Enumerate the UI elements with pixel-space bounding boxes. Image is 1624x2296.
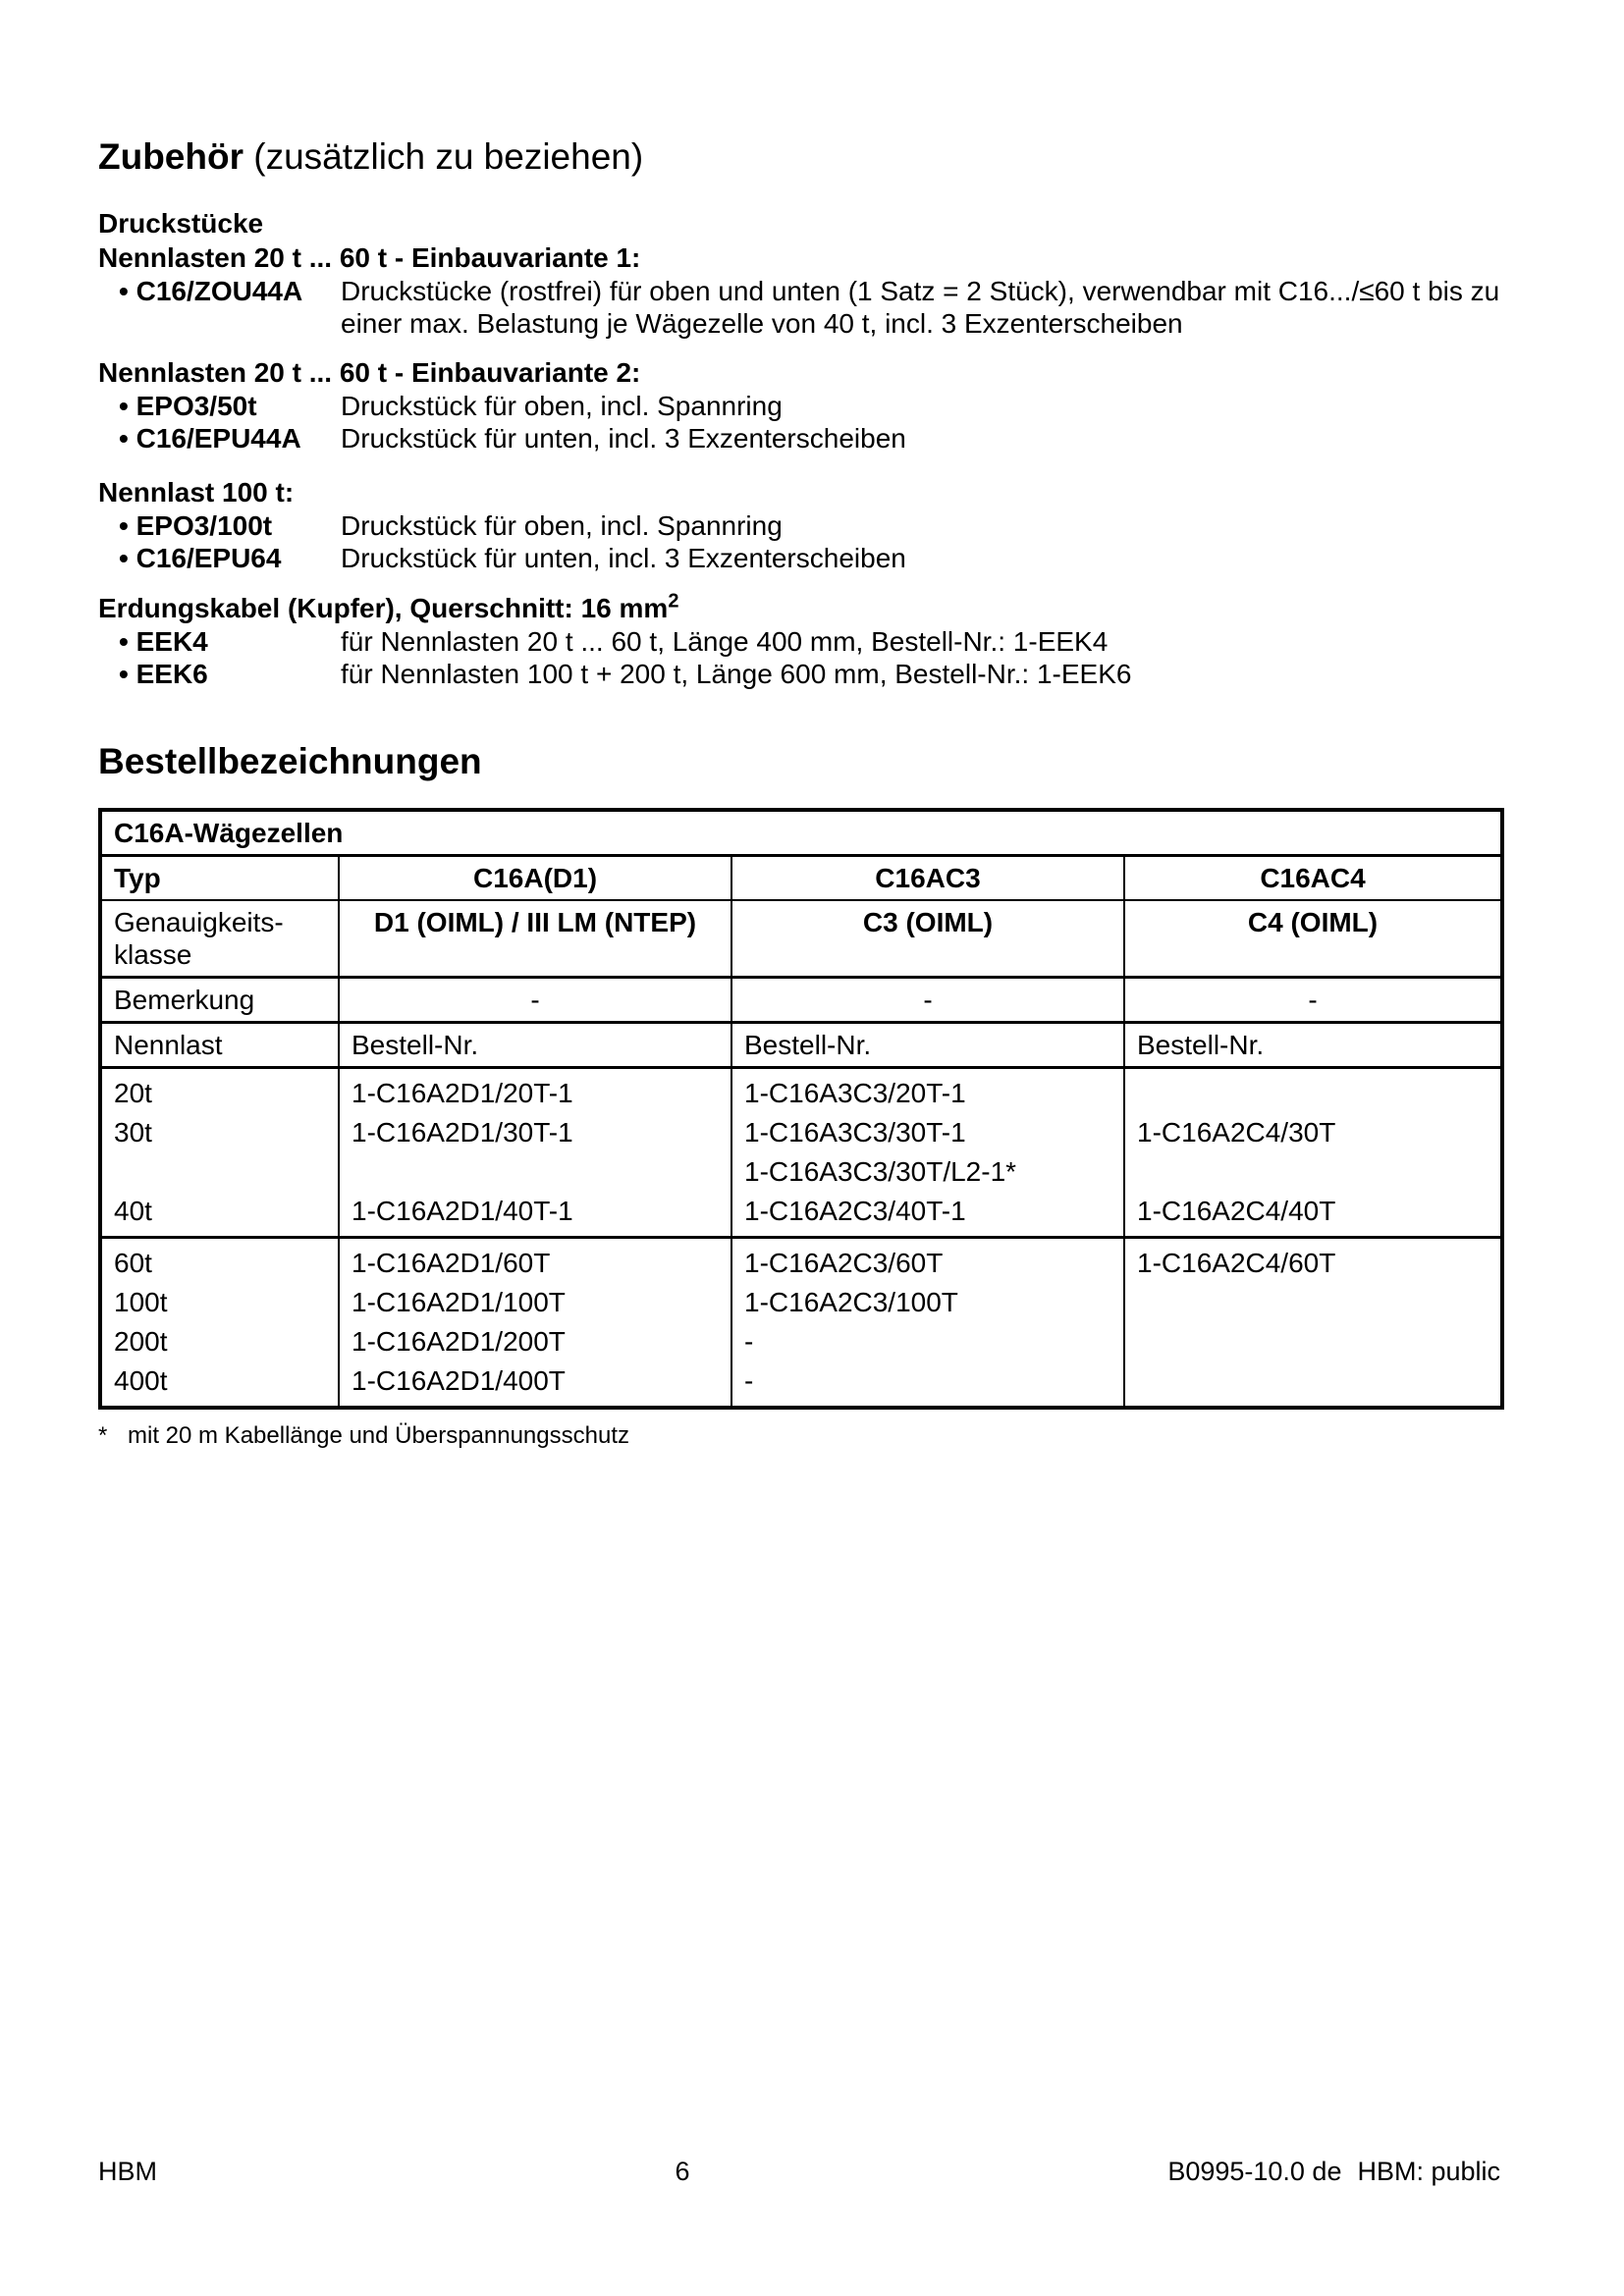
order-number xyxy=(1137,1152,1489,1192)
item-description: Druckstück für unten, incl. 3 Exzenterscheiben xyxy=(341,423,906,454)
list-item xyxy=(98,625,1500,658)
order-number: - xyxy=(744,1365,754,1396)
order-number: 1-C16A2C3/60T xyxy=(744,1248,944,1278)
accessory-group-erdungskabel xyxy=(98,591,1500,690)
page-number: 6 xyxy=(675,2157,690,2186)
page-title-bold: Zubehör xyxy=(98,136,244,177)
remark-cell: - xyxy=(731,978,1124,1023)
group-heading: Nennlast 100 t: xyxy=(98,477,295,507)
order-number: 1-C16A2D1/40T-1 xyxy=(352,1196,573,1226)
remark-cell: - xyxy=(1124,978,1502,1023)
accessory-group-variant2 xyxy=(98,355,1500,454)
order-number: 1-C16A3C3/30T/L2-1* xyxy=(744,1156,1017,1187)
order-number: 1-C16A2C3/100T xyxy=(744,1287,958,1317)
group-heading-text: Erdungskabel (Kupfer), Querschnitt: 16 mm xyxy=(98,593,669,623)
order-number: 1-C16A2D1/400T xyxy=(352,1365,566,1396)
item-description: für Nennlasten 20 t ... 60 t, Länge 400 mm, Bestell-Nr.: 1-EEK4 xyxy=(341,626,1109,657)
accuracy-class-c3: C3 (OIML) xyxy=(731,900,1124,978)
item-description-line: Druckstücke (rostfrei) für oben und unten (1 Satz = 2 Stück), verwendbar mit C16.../≤60 t bis zu xyxy=(341,276,1500,306)
page-footer xyxy=(98,2156,1500,2187)
column-header-c16ac4: C16AC4 xyxy=(1124,856,1502,901)
group-heading: Nennlasten 20 t ... 60 t - Einbauvariante 2: xyxy=(98,357,641,388)
order-numbers-c16ad1 xyxy=(339,1068,731,1238)
nennlast-cells xyxy=(100,1068,339,1238)
nennlast-value: 200t xyxy=(114,1326,168,1357)
order-number: 1-C16A3C3/30T-1 xyxy=(744,1117,966,1148)
group-heading: Nennlasten 20 t ... 60 t - Einbauvariante 1: xyxy=(98,242,641,273)
order-number-header: Bestell-Nr. xyxy=(731,1023,1124,1068)
nennlast-value xyxy=(114,1152,326,1192)
footer-doc-info xyxy=(877,2156,1500,2187)
accessory-group-100t xyxy=(98,475,1500,574)
group-heading xyxy=(98,591,1500,625)
item-label: • C16/EPU64 xyxy=(98,542,341,574)
order-number xyxy=(352,1152,719,1192)
list-item xyxy=(98,658,1500,690)
column-header-c16ad1: C16A(D1) xyxy=(339,856,731,901)
accessory-group-variant1 xyxy=(98,240,1500,340)
label-line: Genauigkeits- xyxy=(114,907,284,937)
list-item xyxy=(98,422,1500,454)
list-item xyxy=(98,509,1500,542)
document-id: B0995-10.0 de xyxy=(1167,2157,1342,2186)
order-number: - xyxy=(744,1326,754,1357)
order-table xyxy=(98,808,1504,1410)
order-number: 1-C16A2D1/100T xyxy=(352,1287,566,1317)
row-label-genauigkeitsklasse xyxy=(100,900,339,978)
page-title-rest: (zusätzlich zu beziehen) xyxy=(243,136,644,177)
order-numbers-c16ac4 xyxy=(1124,1238,1502,1409)
column-header-c16ac3: C16AC3 xyxy=(731,856,1124,901)
table-row-genauigkeitsklasse xyxy=(100,900,1502,978)
nennlast-cells xyxy=(100,1238,339,1409)
order-number xyxy=(1137,1362,1489,1401)
order-number: 1-C16A2C4/40T xyxy=(1137,1196,1336,1226)
item-description xyxy=(341,275,1500,340)
item-description: Druckstück für oben, incl. Spannring xyxy=(341,391,783,421)
order-number-header: Bestell-Nr. xyxy=(1124,1023,1502,1068)
table-row-bemerkung xyxy=(100,978,1502,1023)
item-description-line: einer max. Belastung je Wägezelle von 40 t, incl. 3 Exzenterscheiben xyxy=(341,308,1183,339)
nennlast-value: 60t xyxy=(114,1248,152,1278)
nennlast-value: 40t xyxy=(114,1196,152,1226)
item-label: • EEK4 xyxy=(98,625,341,658)
list-item xyxy=(98,390,1500,422)
footnote-marker: * xyxy=(98,1422,108,1449)
nennlast-value: 30t xyxy=(114,1117,152,1148)
section-title-bestellbezeichnungen: Bestellbezeichnungen xyxy=(98,741,482,781)
order-number: 1-C16A2C3/40T-1 xyxy=(744,1196,966,1226)
table-block-20-40t xyxy=(100,1068,1502,1238)
order-number xyxy=(1137,1322,1489,1362)
item-description: Druckstück für oben, incl. Spannring xyxy=(341,510,783,541)
page-title xyxy=(98,135,1500,179)
item-label: • EPO3/100t xyxy=(98,509,341,542)
order-number: 1-C16A3C3/20T-1 xyxy=(744,1078,966,1108)
table-block-60-400t xyxy=(100,1238,1502,1409)
order-number xyxy=(1137,1283,1489,1322)
table-row-nennlast-header xyxy=(100,1023,1502,1068)
order-numbers-c16ac3 xyxy=(731,1238,1124,1409)
row-label-typ: Typ xyxy=(100,856,339,901)
order-number: 1-C16A2D1/60T xyxy=(352,1248,551,1278)
druckstuecke-heading: Druckstücke xyxy=(98,208,264,239)
order-numbers-c16ac4 xyxy=(1124,1068,1502,1238)
item-label: • C16/EPU44A xyxy=(98,422,341,454)
item-description: für Nennlasten 100 t + 200 t, Länge 600 mm, Bestell-Nr.: 1-EEK6 xyxy=(341,659,1132,689)
nennlast-value: 400t xyxy=(114,1365,168,1396)
footer-brand: HBM xyxy=(98,2157,157,2186)
accuracy-class-c4: C4 (OIML) xyxy=(1124,900,1502,978)
item-label: • EEK6 xyxy=(98,658,341,690)
order-numbers-c16ad1 xyxy=(339,1238,731,1409)
row-label-bemerkung: Bemerkung xyxy=(100,978,339,1023)
footnote-text: mit 20 m Kabellänge und Überspannungsschutz xyxy=(128,1422,629,1449)
nennlast-value: 100t xyxy=(114,1287,168,1317)
order-numbers-c16ac3 xyxy=(731,1068,1124,1238)
order-number-header: Bestell-Nr. xyxy=(339,1023,731,1068)
order-number xyxy=(1137,1074,1489,1113)
list-item xyxy=(98,275,1500,340)
item-label: • C16/ZOU44A xyxy=(98,275,341,340)
visibility-label: HBM: public xyxy=(1357,2157,1501,2186)
table-caption-row xyxy=(100,810,1502,856)
nennlast-value: 20t xyxy=(114,1078,152,1108)
label-line: klasse xyxy=(114,939,192,970)
superscript-2: 2 xyxy=(668,590,679,613)
order-number: 1-C16A2D1/20T-1 xyxy=(352,1078,573,1108)
order-number: 1-C16A2D1/200T xyxy=(352,1326,566,1357)
accuracy-class-d1: D1 (OIML) / III LM (NTEP) xyxy=(339,900,731,978)
row-label-nennlast: Nennlast xyxy=(100,1023,339,1068)
order-number: 1-C16A2C4/60T xyxy=(1137,1248,1336,1278)
table-footnote xyxy=(98,1422,1500,1450)
order-number: 1-C16A2C4/30T xyxy=(1137,1117,1336,1148)
table-caption: C16A-Wägezellen xyxy=(100,810,1502,856)
table-row-typ xyxy=(100,856,1502,901)
item-label: • EPO3/50t xyxy=(98,390,341,422)
list-item xyxy=(98,542,1500,574)
remark-cell: - xyxy=(339,978,731,1023)
item-description: Druckstück für unten, incl. 3 Exzenterscheiben xyxy=(341,543,906,573)
order-number: 1-C16A2D1/30T-1 xyxy=(352,1117,573,1148)
